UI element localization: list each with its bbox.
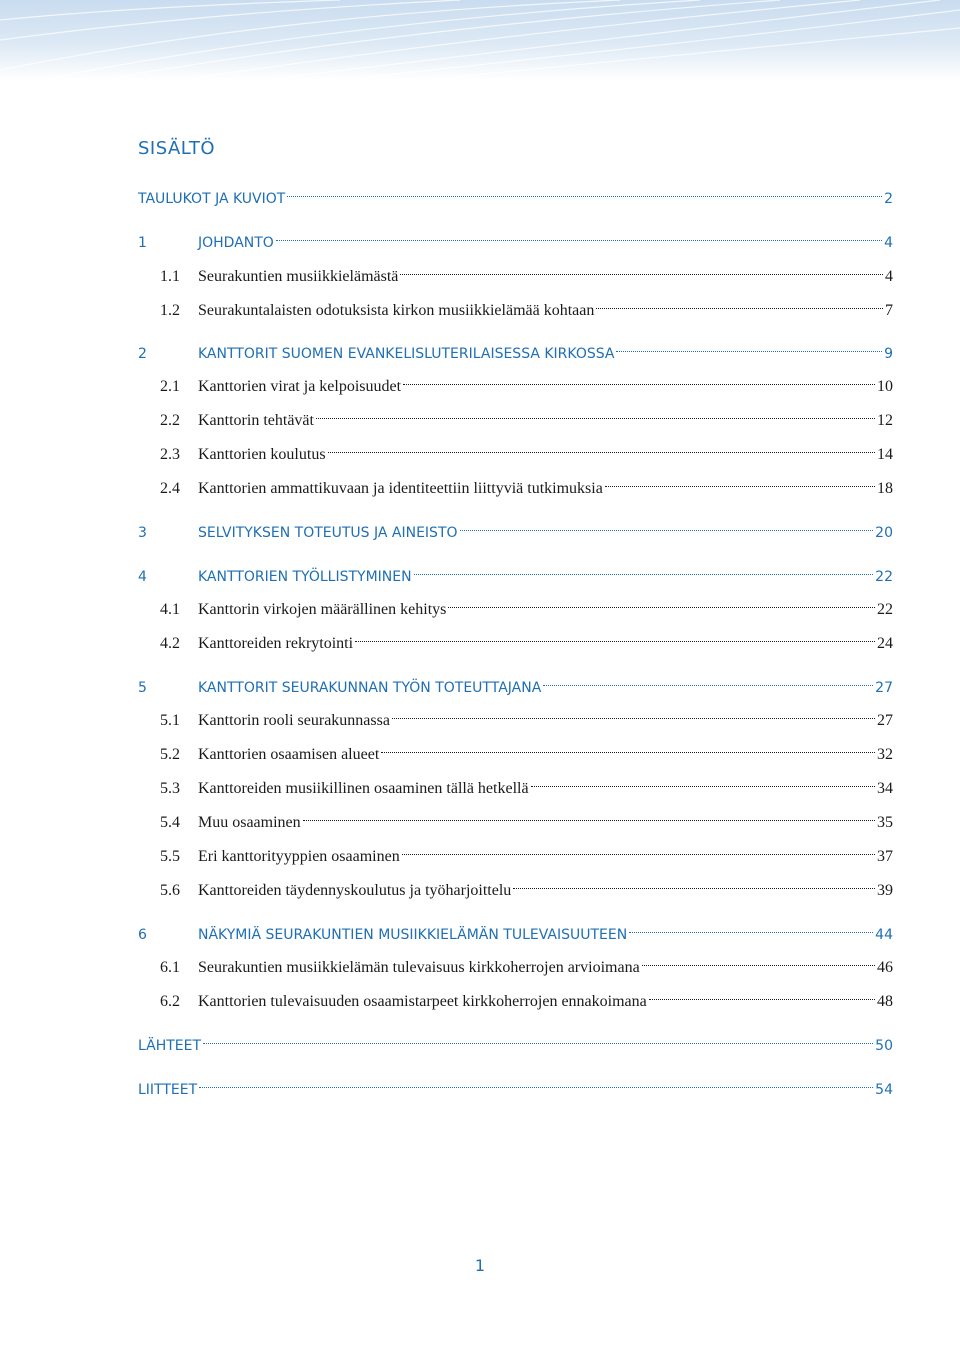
toc-entry-label: KANTTORIT SUOMEN EVANKELISLUTERILAISESSA KIRKOSSA — [198, 346, 615, 362]
dot-leader — [642, 964, 875, 966]
dot-leader — [448, 606, 875, 608]
toc-entry[interactable] — [138, 188, 893, 210]
dot-leader — [403, 383, 875, 385]
toc-entry-number: 5.5 — [160, 848, 180, 865]
toc-entry-label: KANTTORIEN TYÖLLISTYMINEN — [198, 569, 412, 585]
toc-entry-page: 7 — [885, 302, 893, 319]
toc-entry-label: Kanttorien virat ja kelpoisuudet — [198, 378, 402, 395]
dot-leader — [199, 1086, 873, 1088]
toc-entry-number: 6.2 — [160, 993, 180, 1010]
dot-leader — [629, 931, 873, 933]
toc-entry-number: 4.2 — [160, 635, 180, 652]
toc-entry-number: 3 — [138, 525, 147, 541]
dot-leader — [381, 751, 875, 753]
toc-entry-page: 24 — [877, 635, 893, 652]
toc-entry-number: 6 — [138, 927, 147, 943]
toc-entry-page: 14 — [877, 446, 893, 463]
toc-entry-label: KANTTORIT SEURAKUNNAN TYÖN TOTEUTTAJANA — [198, 680, 542, 696]
toc-entry[interactable] — [160, 744, 893, 766]
toc-entry-page: 27 — [877, 712, 893, 729]
toc-entry[interactable] — [160, 880, 893, 902]
toc-entry-page: 48 — [877, 993, 893, 1010]
toc-entry-number: 4 — [138, 569, 147, 585]
toc-entry-page: 9 — [884, 346, 893, 362]
dot-leader — [276, 239, 882, 241]
toc-entry[interactable] — [138, 232, 893, 254]
toc-entry[interactable] — [160, 599, 893, 621]
dot-leader — [392, 717, 875, 719]
toc-entry-page: 22 — [877, 601, 893, 618]
toc-entry-number: 2.3 — [160, 446, 180, 463]
toc-entry-page: 2 — [884, 191, 893, 207]
dot-leader — [605, 485, 875, 487]
toc-entry-page: 4 — [884, 235, 893, 251]
toc-entry[interactable] — [160, 633, 893, 655]
toc-entry-number: 1.1 — [160, 268, 180, 285]
toc-entry-label: Kanttorin rooli seurakunnassa — [198, 712, 390, 729]
toc-entry[interactable] — [160, 846, 893, 868]
toc-entry[interactable] — [160, 444, 893, 466]
toc-entry-page: 22 — [875, 569, 893, 585]
toc-entry[interactable] — [160, 991, 893, 1013]
toc-entry-label: Seurakuntien musiikkielämästä — [198, 268, 399, 285]
toc-entry[interactable] — [160, 410, 893, 432]
toc-entry-label: Kanttoreiden rekrytointi — [198, 635, 354, 652]
toc-entry-page: 46 — [877, 959, 893, 976]
toc-entry-label: LÄHTEET — [138, 1038, 202, 1054]
toc-entry[interactable] — [138, 343, 893, 365]
toc-entry-label: Seurakuntien musiikkielämän tulevaisuus kirkkoherrojen arvioimana — [198, 959, 640, 976]
dot-leader — [203, 1042, 873, 1044]
toc-entry-label: TAULUKOT JA KUVIOT — [138, 191, 286, 207]
toc-entry-label: Kanttorien ammattikuvaan ja identiteettiin liittyviä tutkimuksia — [198, 480, 603, 497]
toc-entry[interactable] — [160, 266, 893, 288]
toc-entry-number: 4.1 — [160, 601, 180, 618]
toc-entry-number: 2.2 — [160, 412, 180, 429]
toc-entry-label: SELVITYKSEN TOTEUTUS JA AINEISTO — [198, 525, 458, 541]
toc-entry-label: Kanttorien tulevaisuuden osaamistarpeet kirkkoherrojen ennakoimana — [198, 993, 647, 1010]
toc-entry-number: 5.3 — [160, 780, 180, 797]
dot-leader — [649, 998, 875, 1000]
dot-leader — [616, 350, 882, 352]
toc-entry[interactable] — [138, 566, 893, 588]
dot-leader — [287, 195, 882, 197]
toc-entry-number: 5.1 — [160, 712, 180, 729]
toc-entry[interactable] — [138, 1035, 893, 1057]
toc-entry-number: 5.6 — [160, 882, 180, 899]
toc-entry-page: 18 — [877, 480, 893, 497]
dot-leader — [400, 273, 883, 275]
toc-entry[interactable] — [138, 924, 893, 946]
toc-entry-page: 27 — [875, 680, 893, 696]
toc-entry-label: Muu osaaminen — [198, 814, 301, 831]
toc-entry-label: NÄKYMIÄ SEURAKUNTIEN MUSIIKKIELÄMÄN TULEVAISUUTEEN — [198, 927, 628, 943]
dot-leader — [303, 819, 875, 821]
toc-entry-page: 12 — [877, 412, 893, 429]
toc-entry-number: 5 — [138, 680, 147, 696]
toc-entry[interactable] — [138, 677, 893, 699]
dot-leader — [531, 785, 875, 787]
toc-entry-page: 35 — [877, 814, 893, 831]
toc-entry-number: 1 — [138, 235, 147, 251]
toc-entry-label: Kanttoreiden täydennyskoulutus ja työharjoittelu — [198, 882, 512, 899]
toc-entry-number: 1.2 — [160, 302, 180, 319]
toc-entry-page: 44 — [875, 927, 893, 943]
toc-entry-number: 5.2 — [160, 746, 180, 763]
toc-entry[interactable] — [160, 376, 893, 398]
toc-entry-page: 32 — [877, 746, 893, 763]
toc-entry-page: 4 — [885, 268, 893, 285]
dot-leader — [328, 451, 875, 453]
dot-leader — [316, 417, 875, 419]
toc-heading: SISÄLTÖ — [138, 138, 216, 159]
toc-entry-label: JOHDANTO — [198, 235, 274, 251]
toc-entry[interactable] — [138, 522, 893, 544]
toc-entry-label: Kanttorien osaamisen alueet — [198, 746, 380, 763]
toc-entry-number: 5.4 — [160, 814, 180, 831]
toc-entry[interactable] — [160, 478, 893, 500]
toc-entry[interactable] — [160, 300, 893, 322]
toc-entry-page: 10 — [877, 378, 893, 395]
dot-leader — [402, 853, 875, 855]
toc-entry-label: LIITTEET — [138, 1082, 198, 1098]
toc-entry[interactable] — [138, 1079, 893, 1101]
toc-entry-page: 34 — [877, 780, 893, 797]
toc-entry-number: 6.1 — [160, 959, 180, 976]
toc-entry-page: 39 — [877, 882, 893, 899]
toc-entry-label: Kanttorien koulutus — [198, 446, 326, 463]
toc-entry[interactable] — [160, 957, 893, 979]
toc-entry-label: Seurakuntalaisten odotuksista kirkon musiikkielämää kohtaan — [198, 302, 595, 319]
dot-leader — [513, 887, 875, 889]
dot-leader — [596, 307, 883, 309]
dot-leader — [543, 684, 873, 686]
toc-entry-number: 2.4 — [160, 480, 180, 497]
toc-entry[interactable] — [160, 710, 893, 732]
toc-entry-label: Eri kanttorityyppien osaaminen — [198, 848, 400, 865]
toc-entry-page: 54 — [875, 1082, 893, 1098]
toc-entry-label: Kanttorin tehtävät — [198, 412, 314, 429]
toc-entry-page: 20 — [875, 525, 893, 541]
toc-entry-page: 37 — [877, 848, 893, 865]
toc-entry-number: 2.1 — [160, 378, 180, 395]
toc-entry-number: 2 — [138, 346, 147, 362]
toc-entry-label: Kanttorin virkojen määrällinen kehitys — [198, 601, 447, 618]
toc-entry-page: 50 — [875, 1038, 893, 1054]
toc-entry-label: Kanttoreiden musiikillinen osaaminen tällä hetkellä — [198, 780, 529, 797]
page-number: 1 — [474, 1256, 486, 1275]
dot-leader — [460, 529, 874, 531]
dot-leader — [355, 640, 875, 642]
toc-entry[interactable] — [160, 812, 893, 834]
toc-entry[interactable] — [160, 778, 893, 800]
dot-leader — [414, 573, 874, 575]
